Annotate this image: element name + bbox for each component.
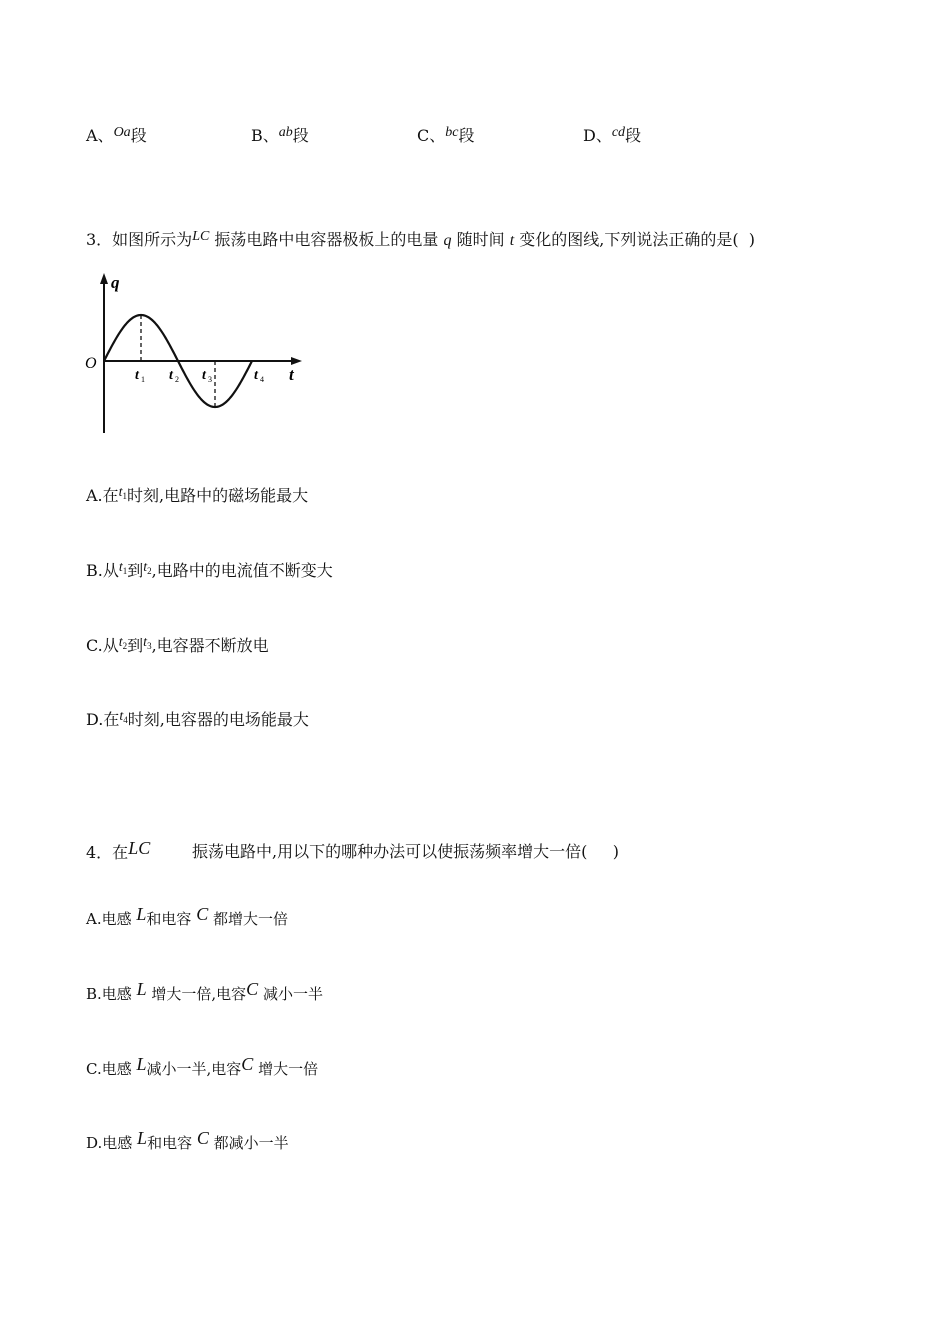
option-text: D.在 <box>86 710 120 729</box>
capacitance-symbol: C <box>196 1128 209 1148</box>
option-text: ,电路中的电流值不断变大 <box>151 561 333 580</box>
stem-text: 随时间 <box>456 230 505 249</box>
q4-stem-tail <box>192 842 619 862</box>
q2-option-a <box>86 126 147 148</box>
inductance-symbol: L <box>136 979 147 999</box>
option-text: B.从 <box>86 561 119 580</box>
svg-text:t: t <box>135 368 139 383</box>
svg-text:1: 1 <box>141 375 145 384</box>
q3-option-a <box>86 486 308 508</box>
t-symbol: $t_2$ <box>143 560 152 576</box>
option-variable: Oa <box>113 125 131 140</box>
svg-text:t: t <box>169 368 173 383</box>
option-suffix: 段 <box>458 126 475 145</box>
svg-text:2: 2 <box>175 375 179 384</box>
option-text: 减小一半 <box>262 985 323 1003</box>
tick-t4 <box>254 368 264 384</box>
svg-text:t: t <box>202 368 206 383</box>
option-text: 增大一倍,电容 <box>151 985 247 1003</box>
option-suffix: 段 <box>625 126 642 145</box>
option-variable: ab <box>278 125 293 140</box>
t-symbol: $t_1$ <box>118 485 128 501</box>
capacitance-symbol: C <box>246 979 259 999</box>
q4-option-a <box>86 904 289 929</box>
q4-option-d <box>86 1128 289 1153</box>
q2-option-c <box>417 126 474 148</box>
option-variable: cd <box>611 125 626 140</box>
option-text: 到 <box>127 561 144 580</box>
q3-option-b <box>86 561 333 583</box>
q3-stem <box>86 230 755 252</box>
option-text: 减小一半,电容 <box>146 1060 242 1078</box>
option-text: B.电感 <box>86 985 132 1003</box>
capacitance-symbol: C <box>241 1054 254 1074</box>
t-symbol: t <box>509 232 515 249</box>
q4-stem <box>86 838 151 863</box>
option-text: C.从 <box>86 636 119 655</box>
q3-option-d <box>86 710 309 732</box>
inductance-symbol: L <box>136 904 147 924</box>
lc-symbol: LC <box>192 229 210 244</box>
t-symbol: $t_2$ <box>118 635 128 651</box>
q-t-graph <box>80 268 310 438</box>
option-text: 都减小一半 <box>213 1134 289 1152</box>
q3-option-c <box>86 636 269 658</box>
option-label: A、 <box>86 126 114 145</box>
stem-text: 4．在 <box>86 843 129 862</box>
stem-text: 振荡电路中电容器极板上的电量 <box>214 230 439 249</box>
option-suffix: 段 <box>130 126 147 145</box>
option-text: 增大一倍 <box>258 1060 319 1078</box>
t-axis-label: t <box>289 365 294 384</box>
tick-t3 <box>202 368 212 384</box>
capacitance-symbol: C <box>196 904 209 924</box>
inductance-symbol: L <box>137 1128 148 1148</box>
t-symbol: $t_3$ <box>143 635 152 651</box>
option-text: 时刻,电路中的磁场能最大 <box>127 486 309 505</box>
option-label: C、 <box>417 126 446 145</box>
svg-text:t: t <box>254 368 258 383</box>
option-variable: bc <box>445 125 459 140</box>
q-axis-label: q <box>111 273 120 292</box>
q2-option-b <box>251 126 309 148</box>
tick-t2 <box>169 368 179 384</box>
t-symbol: $t_4$ <box>119 709 128 725</box>
option-text: C.电感 <box>86 1060 132 1078</box>
q-axis-arrow <box>100 273 108 284</box>
option-suffix: 段 <box>292 126 309 145</box>
q4-option-c <box>86 1054 319 1079</box>
stem-text: 变化的图线,下列说法正确的是( ) <box>519 230 756 249</box>
option-label: B、 <box>251 126 279 145</box>
option-text: ,电容器不断放电 <box>151 636 269 655</box>
option-label: D、 <box>583 126 612 145</box>
tick-t1 <box>135 368 145 384</box>
t-axis-arrow <box>291 357 302 365</box>
stem-text: 振荡电路中,用以下的哪种办法可以使振荡频率增大一倍( ) <box>192 842 620 861</box>
q2-option-d <box>583 126 641 148</box>
svg-text:3: 3 <box>208 375 212 384</box>
stem-text: 3．如图所示为 <box>86 230 193 249</box>
origin-label: O <box>85 355 97 372</box>
q4-option-b <box>86 979 323 1004</box>
option-text: A.电感 <box>86 910 132 928</box>
inductance-symbol: L <box>136 1054 147 1074</box>
option-text: A.在 <box>86 486 119 505</box>
t-symbol: $t_1$ <box>118 560 128 576</box>
svg-text:4: 4 <box>260 375 264 384</box>
option-text: 和电容 <box>147 1134 193 1152</box>
option-text: 到 <box>127 636 144 655</box>
option-text: D.电感 <box>86 1134 133 1152</box>
option-text: 和电容 <box>146 910 192 928</box>
q-symbol: q <box>443 232 452 249</box>
option-text: 时刻,电容器的电场能最大 <box>127 710 309 729</box>
lc-symbol: LC <box>128 838 151 858</box>
option-text: 都增大一倍 <box>213 910 289 928</box>
